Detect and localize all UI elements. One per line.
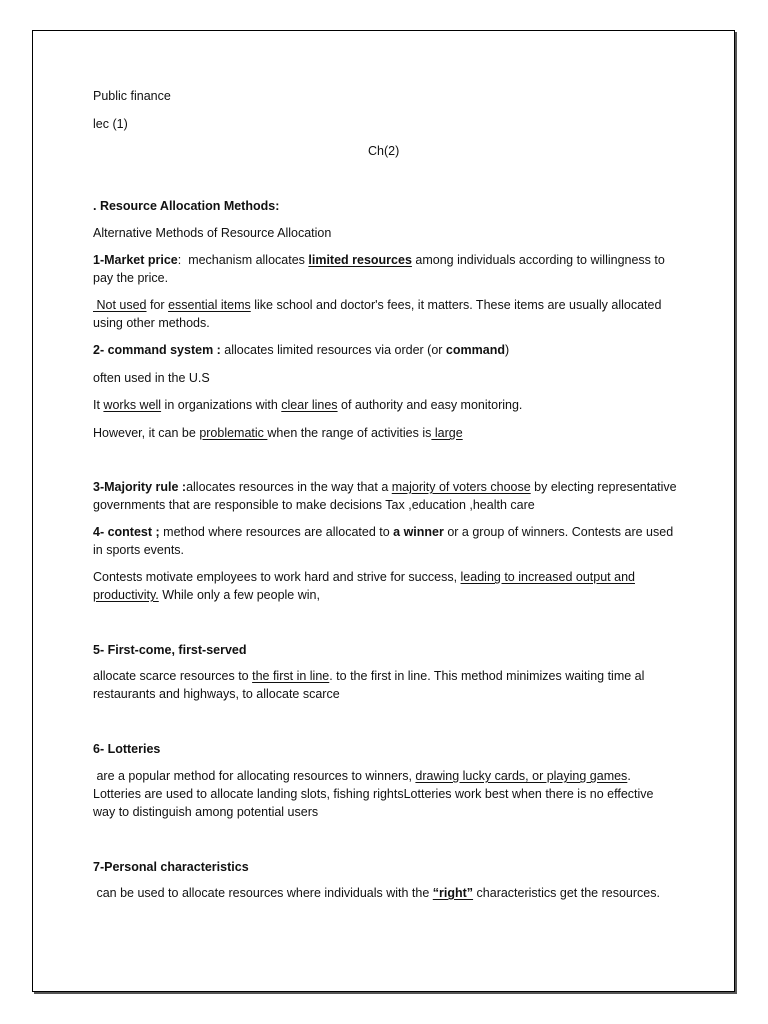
contest-motivation: Contests motivate employees to work hard and strive for success, leading to increased output and productivity. While only a few people win, [93, 570, 635, 602]
section-subheading: Alternative Methods of Resource Allocation [93, 226, 332, 240]
command-works-well: It works well in organizations with clear lines of authority and easy monitoring. [93, 398, 523, 412]
contest-title: 4- contest ; [93, 525, 160, 539]
command-system-paragraph: 2- command system : allocates limited resources via order (or command) [93, 343, 510, 357]
fcfs-title: 5- First-come, first-served [93, 643, 247, 657]
command-problematic: However, it can be problematic when the range of activities is large [93, 426, 463, 440]
chapter-label: Ch(2) [368, 144, 400, 158]
lecture-number: lec (1) [93, 117, 128, 131]
section-heading: . Resource Allocation Methods: [93, 199, 280, 213]
lotteries-title: 6- Lotteries [93, 742, 161, 756]
market-price-note: Not used for essential items like school and doctor's fees, it matters. These items are usually allocated using other methods. [93, 298, 662, 330]
lotteries-paragraph: are a popular method for allocating resources to winners, drawing lucky cards, or playing games. Lotteries are used to allocate landing slots, fishing rightsLotteries work best when there is no effective way to distinguish among potential users [93, 769, 654, 819]
command-system-title: 2- command system : [93, 343, 221, 357]
majority-rule-title: 3-Majority rule : [93, 480, 187, 494]
contest-paragraph: 4- contest ; method where resources are allocated to a winner or a group of winners. Contests are used in sports events. [93, 525, 674, 557]
market-price-title: 1-Market price [93, 253, 178, 267]
fcfs-paragraph: allocate scarce resources to the first in line. to the first in line. This method minimizes waiting time al restaurants and highways, to allocate scarce [93, 669, 645, 701]
personal-characteristics-paragraph: can be used to allocate resources where individuals with the “right” characteristics get the resources. [93, 886, 660, 900]
limited-resources-term: limited resources [308, 253, 412, 267]
personal-characteristics-title: 7-Personal characteristics [93, 860, 249, 874]
market-price-paragraph: 1-Market price: mechanism allocates limited resources among individuals according to willingness to pay the price. [93, 253, 665, 285]
command-usage-note: often used in the U.S [93, 371, 210, 385]
majority-rule-paragraph: 3-Majority rule :allocates resources in the way that a majority of voters choose by electing representative governments that are responsible to make decisions Tax ,education ,health care [93, 480, 677, 512]
course-title: Public finance [93, 89, 171, 103]
